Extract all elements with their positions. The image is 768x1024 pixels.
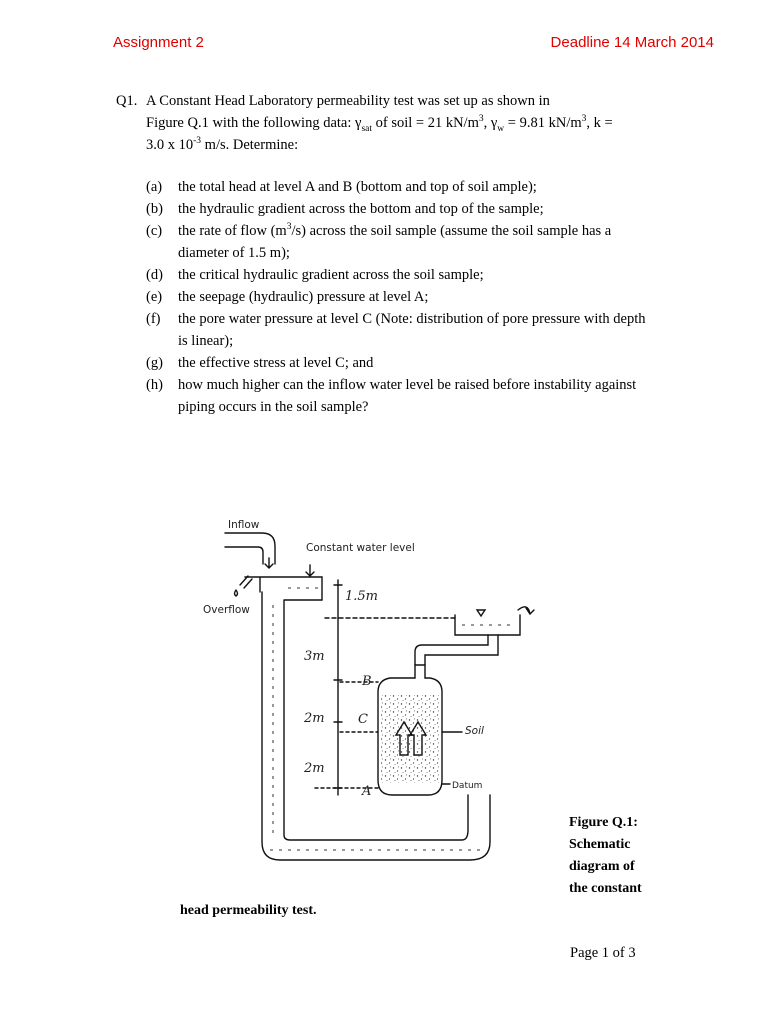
permeability-test-diagram bbox=[200, 510, 580, 870]
soil-label: Soil bbox=[465, 725, 484, 737]
part-f: (f) the pore water pressure at level C (Note: distribution of pore pressure with depth is linear); bbox=[146, 311, 646, 349]
dim-3m-label: 3m bbox=[304, 649, 325, 664]
datum-label: Datum bbox=[452, 781, 483, 791]
part-h: (h) how much higher can the inflow water level be raised before instability against piping occurs in the soil sample? bbox=[146, 377, 637, 415]
water-level-marker bbox=[477, 610, 485, 616]
dim-2m-lower-label: 2m bbox=[304, 761, 325, 776]
question-number: Q1. bbox=[116, 93, 138, 109]
water-left-riser bbox=[270, 605, 483, 850]
caption-line-2: Schematic bbox=[569, 837, 631, 852]
caption-line-3: diagram of bbox=[569, 859, 635, 874]
overflow-label: Overflow bbox=[203, 604, 250, 616]
question-text bbox=[146, 90, 676, 156]
outlet-overflow-icon bbox=[518, 607, 534, 614]
part-c: (c) the rate of flow $(m^3/s)$ across the soil sample (assume the soil sample has a diameter of 1.5 m); bbox=[146, 222, 612, 261]
outlet-pipe bbox=[415, 635, 498, 665]
part-b: (b) the hydraulic gradient across the bottom and top of the sample; bbox=[146, 201, 544, 217]
overflow-drip-icon bbox=[235, 590, 238, 596]
part-a: (a) the total head at level A and B (bottom and top of soil ample); bbox=[146, 179, 537, 195]
inflow-label: Inflow bbox=[228, 519, 260, 531]
dim-top-label: 1.5m bbox=[345, 589, 379, 604]
soil-sample bbox=[380, 695, 440, 783]
constant-level-label: Constant water level bbox=[306, 542, 415, 554]
figure-caption bbox=[569, 812, 679, 900]
caption-line-5: head permeability test. bbox=[180, 903, 317, 918]
upper-reservoir bbox=[245, 577, 322, 600]
inflow-pipe bbox=[225, 533, 275, 564]
page-number: Page 1 of 3 bbox=[570, 945, 636, 961]
overflow-spout bbox=[240, 576, 252, 588]
part-d: (d) the critical hydraulic gradient across the soil sample; bbox=[146, 267, 484, 283]
label-B: B bbox=[362, 674, 372, 689]
question-block bbox=[116, 90, 676, 156]
label-A: A bbox=[362, 784, 372, 799]
question-line-1: A Constant Head Laboratory permeability test was set up as shown in bbox=[146, 93, 550, 109]
question-line-3: 3.0 x $10^{-3}$ m/s. Determine: bbox=[146, 136, 299, 153]
part-e: (e) the seepage (hydraulic) pressure at level A; bbox=[146, 289, 429, 305]
question-parts bbox=[146, 176, 656, 418]
left-riser bbox=[262, 592, 490, 860]
inflow-arrow-icon bbox=[265, 558, 273, 568]
caption-line-1: Figure Q.1: bbox=[569, 815, 638, 830]
deadline-text: Deadline 14 March 2014 bbox=[550, 34, 714, 51]
question-line-2: Figure Q.1 with the following data: $\gamma_{sat}$ of soil = 21 $kN/m^3$, $\gamma_w = 9.81$ $kN/m^3$, k = bbox=[146, 114, 613, 134]
assignment-title: Assignment 2 bbox=[113, 34, 204, 51]
constant-level-arrow bbox=[306, 565, 314, 576]
part-g: (g) the effective stress at level C; and bbox=[146, 355, 374, 371]
caption-line-4: the constant bbox=[569, 881, 642, 896]
label-C: C bbox=[358, 712, 368, 727]
dim-2m-upper-label: 2m bbox=[304, 711, 325, 726]
